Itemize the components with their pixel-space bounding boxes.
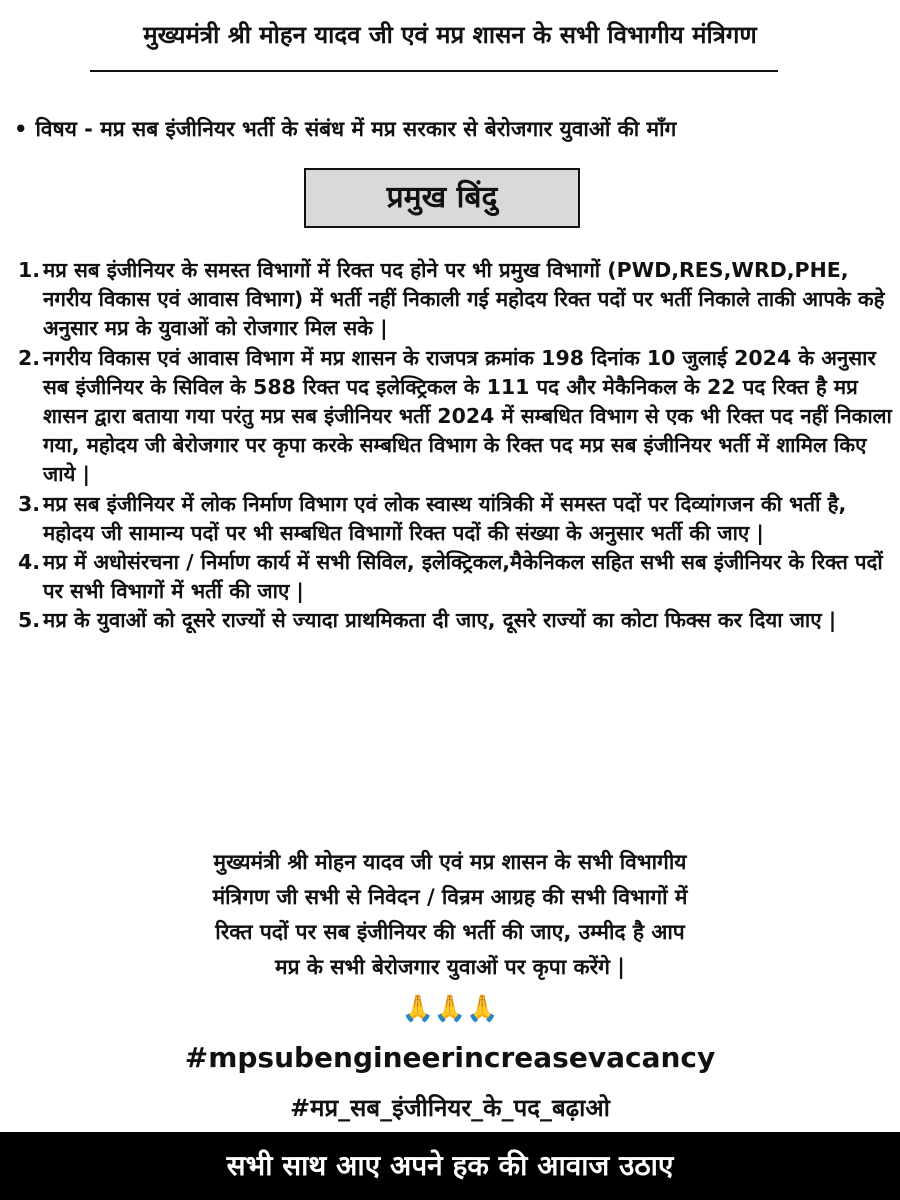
title-divider bbox=[90, 70, 778, 72]
list-item-text: मप्र के युवाओं को दूसरे राज्यों से ज्यादा प्राथमिकता दी जाए, दूसरे राज्यों का कोटा फिक्स कर दिया जाए | bbox=[43, 608, 837, 633]
list-item-number: 3. bbox=[17, 491, 40, 516]
page-title: मुख्यमंत्री श्री मोहन यादव जी एवं मप्र शासन के सभी विभागीय मंत्रिगण bbox=[143, 21, 757, 49]
footer-banner: सभी साथ आए अपने हक की आवाज उठाए bbox=[0, 1132, 900, 1200]
bullet-icon: • bbox=[14, 117, 28, 141]
appeal-line: रिक्त पदों पर सब इंजीनियर की भर्ती की जाए, उम्मीद है आप bbox=[215, 920, 685, 944]
list-item-text: नगरीय विकास एवं आवास विभाग में मप्र शासन के राजपत्र क्रमांक 198 दिनांक 10 जुलाई 2024 के अनुसार सब इंजीनियर के सिविल के 588 रिक्त पद इलेक्ट्रिकल के 111 पद और मेकैनिकल के 22 पद रिक्त है मप्र शासन द्वारा बताया गया परंतु मप्र सब इंजीनियर भर्ती 2024 में सम्बधित विभाग से एक भी रिक्त पद नहीं निकाला गया, महोदय जी बेरोजगार पर कृपा करके सम्बधित विभाग के रिक्त पद मप्र सब इंजीनियर भर्ती में शामिल किए जाये | bbox=[43, 345, 892, 487]
key-points-heading: प्रमुख बिंदु bbox=[304, 168, 580, 228]
hashtag-english: #mpsubengineerincreasevacancy bbox=[184, 1041, 716, 1074]
list-item-text: मप्र सब इंजीनियर के समस्त विभागों में रिक्त पद होने पर भी प्रमुख विभागों (PWD,RES,WRD,PHE, नगरीय विकास एवं आवास विभाग) में भर्ती नहीं निकाली गई महोदय रिक्त पदों पर भर्ती निकाले ताकी आपके कहे अनुसार मप्र के युवाओं को रोजगार मिल सके | bbox=[43, 258, 885, 341]
subject-line bbox=[14, 114, 894, 144]
folded-hands-icon: 🙏🙏🙏 bbox=[401, 994, 499, 1024]
appeal-paragraph bbox=[50, 845, 850, 985]
appeal-line: मंत्रिगण जी सभी से निवेदन / विन्रम आग्रह की सभी विभागों में bbox=[212, 885, 688, 909]
list-item-number: 5. bbox=[17, 608, 40, 633]
key-points-list bbox=[10, 256, 892, 636]
list-item bbox=[10, 490, 892, 548]
list-item-text: मप्र सब इंजीनियर में लोक निर्माण विभाग एवं लोक स्वास्थ यांत्रिकी में समस्त पदों पर दिव्यांगजन की भर्ती है, महोदय जी सामान्य पदों पर भी सम्बधित विभागों रिक्त पदों की संख्या के अनुसार भर्ती की जाए | bbox=[43, 491, 847, 545]
subject-text: विषय - मप्र सब इंजीनियर भर्ती के संबंध में मप्र सरकार से बेरोजगार युवाओं की माँग bbox=[35, 117, 677, 141]
list-item-text: मप्र में अधोसंरचना / निर्माण कार्य में सभी सिविल, इलेक्ट्रिकल,मैकेनिकल सहित सभी सब इंजीनियर के रिक्त पदों पर सभी विभागों में भर्ती की जाए | bbox=[43, 550, 883, 604]
list-item bbox=[10, 606, 892, 635]
list-item-number: 1. bbox=[17, 258, 40, 282]
list-item bbox=[10, 548, 892, 606]
appeal-line: मुख्यमंत्री श्री मोहन यादव जी एवं मप्र शासन के सभी विभागीय bbox=[213, 850, 687, 874]
list-item-number: 4. bbox=[17, 550, 40, 575]
list-item bbox=[10, 344, 892, 490]
list-item-number: 2. bbox=[17, 345, 40, 370]
appeal-line: मप्र के सभी बेरोजगार युवाओं पर कृपा करेंगे | bbox=[275, 955, 625, 979]
hashtag-hindi: #मप्र_सब_इंजीनियर_के_पद_बढ़ाओ bbox=[290, 1094, 610, 1122]
list-item bbox=[10, 256, 892, 344]
